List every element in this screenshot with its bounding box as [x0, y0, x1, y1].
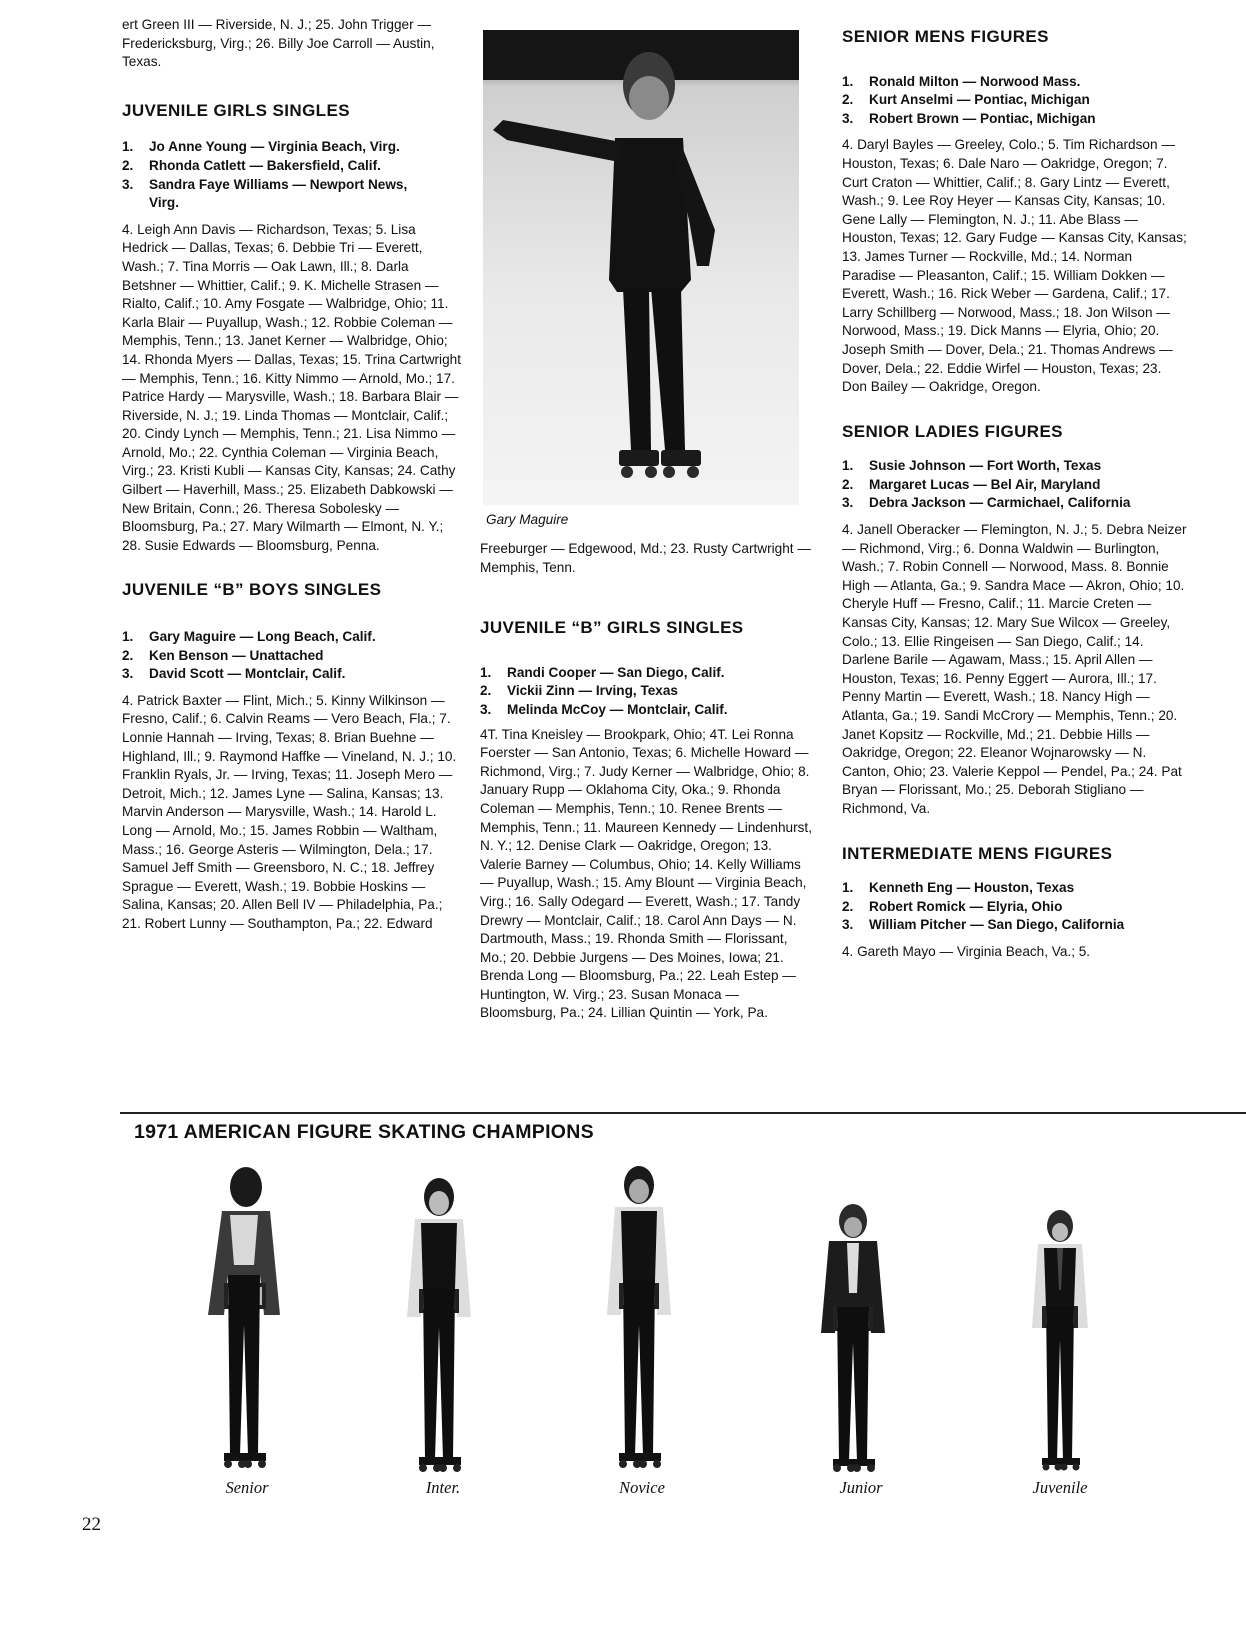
list-item: 2. Robert Romick — Elyria, Ohio	[842, 898, 1063, 914]
page-number: 22	[82, 1514, 101, 1535]
champions-title: 1971 AMERICAN FIGURE SKATING CHAMPIONS	[134, 1121, 594, 1143]
column-right	[842, 28, 1187, 962]
list-item: 1. Kenneth Eng — Houston, Texas	[842, 880, 1075, 896]
intermediate-mens-results: 4. Gareth Mayo — Virginia Beach, Va.; 5.	[842, 943, 1091, 959]
gary-maguire-photo	[483, 30, 799, 505]
list-item: 2. Vickii Zinn — Irving, Texas	[480, 683, 678, 699]
skater-photo-illustration	[483, 30, 799, 505]
list-item: 3. Robert Brown — Pontiac, Michigan	[842, 110, 1096, 126]
list-item: 1. Ronald Milton — Norwood Mass.	[842, 73, 1081, 89]
senior-ladies-results: 4. Janell Oberacker — Flemington, N. J.; 5. Debra Neizer — Richmond, Virg.; 6. Donna Waldwin — Burlington, Wash.; 7. Robin Connell — Norwood, Mass. 8. Bonnie High — Atlanta, Ga.; 9. Sandra Mace — Akron, Ohio; 10. Cheryle Huff — Fresno, Calif.; 11. Marcie Creten — Kansas City, Kansas; 12. Mary Sue Wilcox — Greeley, Colo.; 13. Ellie Ringeisen — San Diego, Calif.; 14. Darlene Barile — Agawam, Mass.; 15. April Allen — Houston, Texas; 16. Penny Eggert — Aurora, Ill.; 17. Penny Martin — Everett, Wash.; 18. Nancy High — Atlanta, Ga.; 19. Sandi McCrory — Memphis, Tenn.; 20. Janet Kopsitz — Rockville, Md.; 21. Debbie Hills — Oakridge, Oregon; 22. Eleanor Wojnarowsky — N. Canton, Ohio; 23. Valerie Keppol — Pendel, Pa.; 24. Pat Bryan — Florissant, Mo.; 25. Deborah Stigliano — Richmond, Va.	[842, 522, 1187, 816]
juvenile-b-girls-top3	[480, 664, 815, 720]
juvenile-b-boys-heading: JUVENILE “B” BOYS SINGLES	[122, 580, 382, 600]
continued-text: Freeburger — Edgewood, Md.; 23. Rusty Cartwright — Memphis, Tenn.	[480, 541, 811, 575]
juvenile-girls-top3	[122, 138, 462, 212]
list-item: 1. Gary Maguire — Long Beach, Calif.	[122, 629, 376, 645]
photo-caption: Gary Maguire	[486, 512, 569, 527]
skater-figure-novice	[595, 1165, 685, 1470]
senior-ladies-heading: SENIOR LADIES FIGURES	[842, 421, 1063, 441]
juvenile-girls-heading: JUVENILE GIRLS SINGLES	[122, 100, 350, 120]
list-item: 2. Kurt Anselmi — Pontiac, Michigan	[842, 92, 1090, 108]
senior-mens-results: 4. Daryl Bayles — Greeley, Colo.; 5. Tim Richardson — Houston, Texas; 6. Dale Naro — Oakridge, Oregon; 7. Curt Craton — Whittier, Calif.; 8. Gary Lintz — Everett, Wash.; 9. Lee Roy Heyer — Kansas City, Kansas; 10. Gene Lally — Flemington, N. J.; 11. Abe Blass — Houston, Texas; 12. Gary Fudge — Kansas City, Kansas; 13. James Turner — Rockville, Md.; 14. Norman Paradise — Pleasanton, Calif.; 15. William Dokken — Everett, Wash.; 16. Rick Weber — Gardena, Calif.; 17. Larry Schillberg — Norwood, Mass.; 18. Jon Wilson — Norwood, Mass.; 19. Dick Manns — Elyria, Ohio; 20. Joseph Smith — Dover, Dela.; 21. Thomas Andrews — Dover, Dela.; 22. Eddie Wirfel — Houston, Texas; 23. Don Bailey — Oakridge, Oregon.	[842, 137, 1187, 395]
skater-figure-juvenile	[1022, 1210, 1098, 1472]
list-item: 1. Randi Cooper — San Diego, Calif.	[480, 664, 725, 680]
caption-juvenile: Juvenile	[1032, 1478, 1088, 1497]
senior-ladies-top3	[842, 457, 1187, 513]
juvenile-b-boys-top3	[122, 628, 462, 684]
caption-novice: Novice	[619, 1478, 665, 1497]
senior-mens-top3	[842, 73, 1187, 129]
skater-figure-inter	[393, 1177, 483, 1472]
caption-inter: Inter.	[425, 1478, 461, 1497]
skater-figure-junior	[811, 1203, 897, 1473]
list-item: 3. Melinda McCoy — Montclair, Calif.	[480, 701, 728, 717]
juvenile-b-girls-results: 4T. Tina Kneisley — Brookpark, Ohio; 4T. Lei Ronna Foerster — San Antonio, Texas; 6. Michelle Howard — Richmond, Virg.; 7. Judy Kerner — Walbridge, Ohio; 8. January Rupp — Oklahoma City, Oka.; 9. Rhonda Coleman — Memphis, Tenn.; 10. Renee Brents — Memphis, Tenn.; 11. Maureen Kennedy — Lindenhurst, N. Y.; 12. Denise Clark — Oakridge, Oregon; 13. Valerie Barney — Columbus, Ohio; 14. Kelly Williams — Puyallup, Wash.; 15. Amy Blount — Virginia Beach, Virg.; 16. Sally Odegard — Everett, Wash.; 17. Tandy Drewry — Montclair, Calif.; 18. Carol Ann Days — N. Dartmouth, Mass.; 19. Rhonda Smith — Florissant, Mo.; 20. Debbie Jurgens — Des Moines, Iowa; 21. Brenda Long — Bloomsburg, Pa.; 22. Leah Estep — Huntington, W. Virg.; 23. Susan Monaca — Bloomsburg, Pa.; 24. Lillian Quintin — York, Pa.	[480, 726, 812, 1021]
list-item: 3. David Scott — Montclair, Calif.	[122, 666, 346, 682]
skater-figure-senior	[194, 1165, 294, 1470]
list-item: 2. Margaret Lucas — Bel Air, Maryland	[842, 476, 1101, 492]
list-item: 3. William Pitcher — San Diego, California	[842, 917, 1125, 933]
list-item: 3. Debra Jackson — Carmichael, California	[842, 495, 1131, 511]
caption-senior: Senior	[225, 1478, 269, 1497]
list-item: 1. Jo Anne Young — Virginia Beach, Virg.	[122, 139, 400, 155]
list-item: 2. Ken Benson — Unattached	[122, 647, 324, 663]
caption-junior: Junior	[839, 1478, 883, 1497]
intermediate-mens-heading: INTERMEDIATE MENS FIGURES	[842, 843, 1113, 863]
column-middle	[480, 540, 815, 1023]
continued-text: ert Green III — Riverside, N. J.; 25. John Trigger — Fredericksburg, Virg.; 26. Billy Joe Carroll — Austin, Texas.	[122, 17, 435, 70]
section-divider	[120, 1112, 1246, 1114]
juvenile-b-girls-heading: JUVENILE “B” GIRLS SINGLES	[480, 618, 744, 638]
column-left	[122, 16, 462, 934]
intermediate-mens-top3	[842, 879, 1187, 935]
list-item: 1. Susie Johnson — Fort Worth, Texas	[842, 458, 1102, 474]
list-item: 3. Sandra Faye Williams — Newport News, Virg.	[122, 176, 408, 211]
juvenile-girls-results: 4. Leigh Ann Davis — Richardson, Texas; 5. Lisa Hedrick — Dallas, Texas; 6. Debbie Tri — Everett, Wash.; 7. Tina Morris — Oak Lawn, Ill.; 8. Darla Betshner — Whittier, Calif.; 9. K. Michelle Strasen — Rialto, Calif.; 10. Amy Fosgate — Walbridge, Ohio; 11. Karla Blair — Puyallup, Wash.; 12. Robbie Coleman — Memphis, Tenn.; 13. Janet Kerner — Walbridge, Ohio; 14. Rhonda Myers — Dallas, Texas; 15. Trina Cartwright — Memphis, Tenn.; 16. Kitty Nimmo — Arnold, Mo.; 17. Patrice Hardy — Marysville, Wash.; 18. Barbara Blair — Riverside, N. J.; 19. Linda Thomas — Montclair, Calif.; 20. Cindy Lynch — Memphis, Tenn.; 21. Lisa Nimmo — Arnold, Mo.; 22. Cynthia Coleman — Virginia Beach, Virg.; 23. Kristi Kubli — Kansas City, Kansas; 24. Cathy Gilbert — Haverhill, Mass.; 25. Elizabeth Dabkowski — New Britain, Conn.; 26. Theresa Sobolesky — Bloomsburg, Pa.; 27. Mary Wilmarth — Elmont, N. Y.; 28. Susie Edwards — Bloomsburg, Penna.	[122, 221, 461, 553]
list-item: 2. Rhonda Catlett — Bakersfield, Calif.	[122, 157, 381, 173]
senior-mens-heading: SENIOR MENS FIGURES	[842, 27, 1049, 46]
juvenile-b-boys-results: 4. Patrick Baxter — Flint, Mich.; 5. Kinny Wilkinson — Fresno, Calif.; 6. Calvin Reams — Vero Beach, Fla.; 7. Lonnie Hannah — Irving, Texas; 8. Brian Buehne — Highland, Ill.; 9. Raymond Haffke — Vineland, N. J.; 10. Franklin Ryals, Jr. — Irving, Texas; 11. Joseph Mero — Detroit, Mich.; 12. James Lyne — Salina, Kansas; 13. Marvin Anderson — Marysville, Wash.; 14. Harold L. Long — Arnold, Mo.; 15. James Robbin — Waltham, Mass.; 16. George Asteris — Wilmington, Dela.; 17. Samuel Jeff Smith — Greensboro, N. C.; 18. Jeffrey Sprague — Everett, Wash.; 19. Bobbie Hoskins — Salina, Kansas; 20. Allen Bell IV — Philadelphia, Pa.; 21. Robert Lunny — Southampton, Pa.; 22. Edward	[122, 692, 457, 931]
